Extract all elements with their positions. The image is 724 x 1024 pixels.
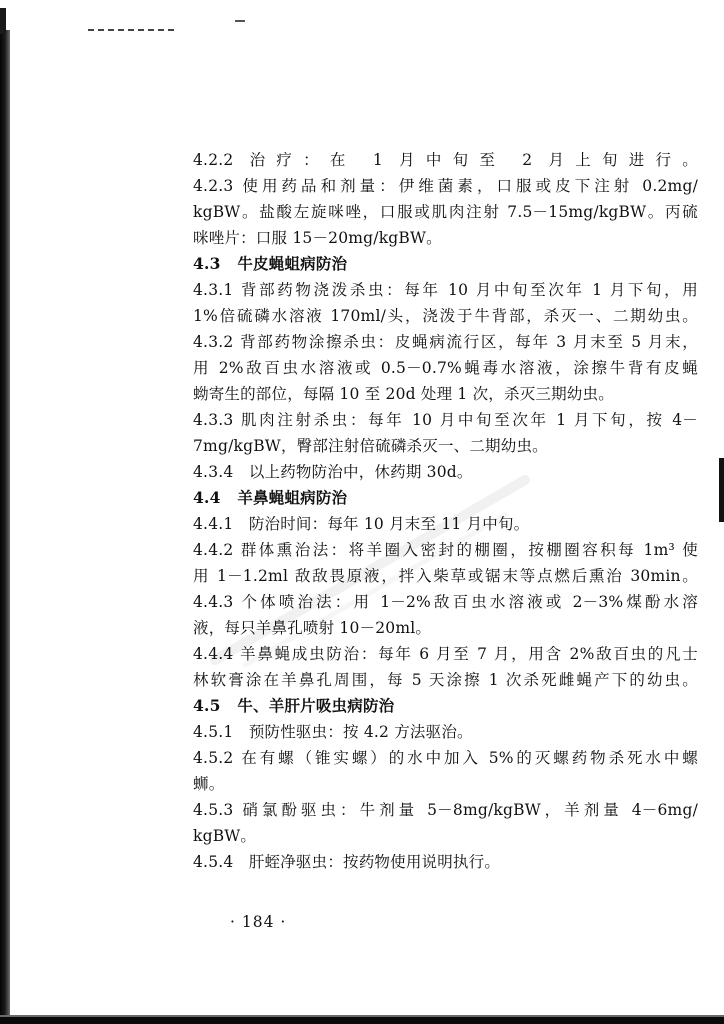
section-4-4-2-line-2: 用 1－1.2ml 敌敌畏原液，拌入柴草或锯末等点燃后熏治 30min。 xyxy=(193,567,698,585)
section-4-3-1-line-2: 1%倍硫磷水溶液 170ml/头，浇泼于牛背部，杀灭一、二期幼虫。 xyxy=(193,307,698,325)
scan-border-right-mark xyxy=(719,458,724,522)
section-4-5-heading: 4.5 牛、羊肝片吸虫病防治 xyxy=(193,696,395,715)
section-4-4-4-line-2: 林软膏涂在羊鼻孔周围，每 5 天涂擦 1 次杀死雌蝇产下的幼虫。 xyxy=(193,671,698,689)
section-4-2-3-line-1: 4.2.3 使用药品和剂量：伊维菌素，口服或皮下注射 0.2mg/ xyxy=(193,177,698,195)
scan-border-bottom xyxy=(0,1017,724,1024)
section-4-5-2-line-2: 蛳。 xyxy=(193,775,225,793)
section-4-2-2-line: 4.2.2 治疗：在 1 月中旬至 2 月上旬进行。 xyxy=(193,151,698,169)
page-number: · 184 · xyxy=(230,913,287,931)
section-4-4-2-line-1: 4.4.2 群体熏治法：将羊圈入密封的棚圈，按棚圈容积每 1m³ 使 xyxy=(193,541,698,559)
scan-corner-mark xyxy=(0,8,6,34)
section-4-3-3-line-2: 7mg/kgBW，臀部注射倍硫磷杀灭一、二期幼虫。 xyxy=(193,437,548,455)
section-4-3-heading: 4.3 牛皮蝇蛆病防治 xyxy=(193,254,348,273)
section-4-4-3-line-2: 液，每只羊鼻孔喷射 10－20ml。 xyxy=(193,619,432,637)
section-4-2-3-line-3: 咪唑片：口服 15－20mg/kgBW。 xyxy=(193,229,442,247)
scan-border-left xyxy=(0,30,10,1020)
section-4-2-3-line-2: kgBW。盐酸左旋咪唑，口服或肌肉注射 7.5－15mg/kgBW。丙硫 xyxy=(193,203,698,221)
section-4-4-3-line-1: 4.4.3 个体喷治法：用 1－2%敌百虫水溶液或 2－3%煤酚水溶 xyxy=(193,593,698,611)
scan-border-bottom-shadow xyxy=(0,1015,724,1017)
section-4-3-2-line-1: 4.3.2 背部药物涂擦杀虫：皮蝇病流行区，每年 3 月末至 5 月末， xyxy=(193,333,698,351)
section-4-5-3-line-2: kgBW。 xyxy=(193,827,257,845)
section-4-3-4-line: 4.3.4 以上药物防治中，休药期 30d。 xyxy=(193,463,473,481)
section-4-3-3-line-1: 4.3.3 肌肉注射杀虫：每年 10 月中旬至次年 1 月下旬，按 4－ xyxy=(193,411,698,429)
section-4-3-2-line-2: 用 2%敌百虫水溶液或 0.5－0.7%蝇毒水溶液，涂擦牛背有皮蝇 xyxy=(193,359,698,377)
top-dashed-mark xyxy=(88,29,178,31)
section-4-5-3-line-1: 4.5.3 硝氯酚驱虫：牛剂量 5－8mg/kgBW，羊剂量 4－6mg/ xyxy=(193,801,698,819)
section-4-5-4-line: 4.5.4 肝蛭净驱虫：按药物使用说明执行。 xyxy=(193,853,501,871)
document-body xyxy=(193,147,698,875)
section-4-4-heading: 4.4 羊鼻蝇蛆病防治 xyxy=(193,488,348,507)
section-4-3-1-line-1: 4.3.1 背部药物浇泼杀虫：每年 10 月中旬至次年 1 月下旬，用 xyxy=(193,281,698,299)
section-4-5-1-line: 4.5.1 预防性驱虫：按 4.2 方法驱治。 xyxy=(193,723,473,741)
section-4-4-4-line-1: 4.4.4 羊鼻蝇成虫防治：每年 6 月至 7 月，用含 2%敌百虫的凡士 xyxy=(193,645,698,663)
section-4-3-2-line-3: 蚴寄生的部位，每隔 10 至 20d 处理 1 次，杀灭三期幼虫。 xyxy=(193,385,614,403)
section-4-5-2-line-1: 4.5.2 在有螺（锥实螺）的水中加入 5%的灭螺药物杀死水中螺 xyxy=(193,749,698,767)
section-4-4-1-line: 4.4.1 防治时间：每年 10 月末至 11 月中旬。 xyxy=(193,515,530,533)
top-tick-mark xyxy=(235,20,245,28)
